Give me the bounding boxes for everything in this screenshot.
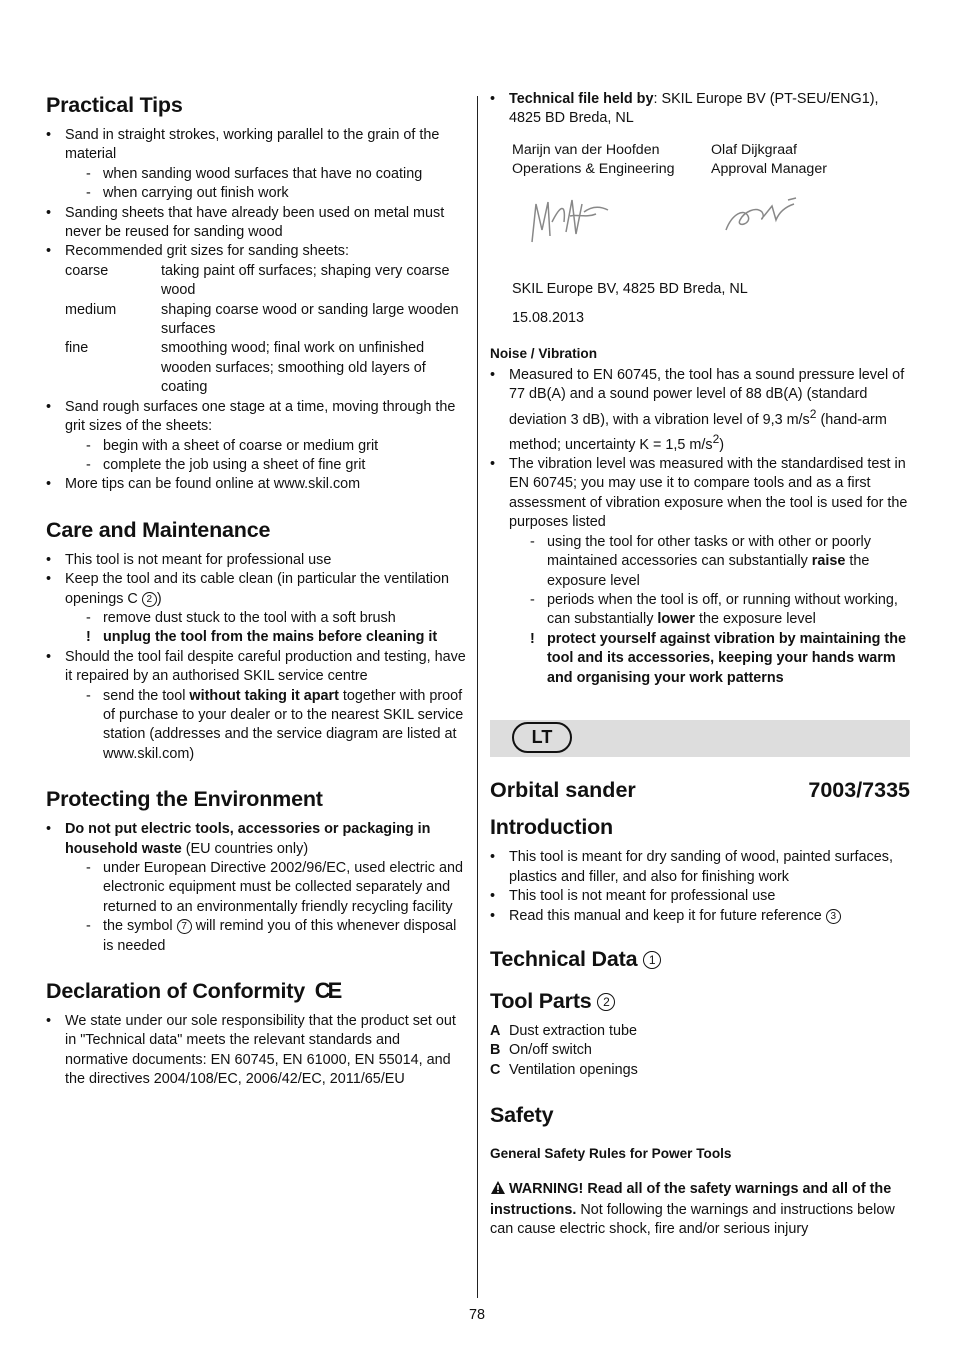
signer-title: Approval Manager	[711, 161, 827, 178]
intro-heading: Introduction	[490, 815, 613, 840]
language-badge: LT	[512, 722, 572, 753]
intro-list	[490, 848, 910, 926]
signatures	[526, 192, 910, 264]
figure-number-icon: 1	[643, 951, 661, 969]
signature-image-2	[718, 192, 910, 264]
list-item: • Should the tool fail despite careful production and testing, have it repaired by an authorised SKIL service centre - send the tool without taking it apart together with proof of purchase to your dealer or to the nearest SKIL service station (addresses and the service diagram are listed at www.skil.com)	[46, 648, 466, 764]
list-item: • More tips can be found online at www.skil.com	[46, 475, 466, 494]
noise-heading: Noise / Vibration	[490, 346, 598, 362]
safety-subheading: General Safety Rules for Power Tools	[490, 1146, 732, 1162]
care-list	[46, 551, 466, 764]
figure-number-icon: 7	[177, 919, 192, 934]
ce-mark-icon: CE	[314, 978, 340, 1004]
left-column	[46, 90, 466, 1090]
parts-list	[490, 1022, 910, 1080]
signature-icon	[526, 192, 616, 254]
product-title: Orbital sander 7003/7335	[490, 777, 910, 802]
list-item: • Technical file held by: SKIL Europe BV (PT-SEU/ENG1), 4825 BD Breda, NL	[490, 90, 910, 129]
sub-item: - under European Directive 2002/96/EC, used electric and electronic equipment must be collected separately and returned to an environmentally friendly recycling facility	[84, 859, 466, 917]
sub-item: - send the tool without taking it apart together with proof of purchase to your dealer or to the nearest SKIL service station (addresses and the service diagram are listed at www.skil.com)	[84, 687, 466, 765]
list-item: • Sanding sheets that have already been used on metal must never be reused for sanding wood	[46, 204, 466, 243]
list-item: • Read this manual and keep it for future reference 3	[490, 907, 910, 926]
list-item: • Do not put electric tools, accessories or packaging in household waste (EU countries only) - under European Directive 2002/96/EC, used electric and electronic equipment must be collected separately and returned to an environmentally friendly recycling facility - the symbol 7 will remind you of this whenever disposal is needed	[46, 820, 466, 956]
care-heading: Care and Maintenance	[46, 517, 271, 542]
sub-item: - when sanding wood surfaces that have no coating	[84, 165, 466, 184]
warning-triangle-icon	[490, 1180, 506, 1201]
list-item: • The vibration level was measured with the standardised test in EN 60745; you may use it to compare tools and as a first assessment of vibration exposure when the tool is used for the purposes listed - using the tool for other tasks or with other or poorly maintained accessories can substantially raise the exposure level - periods when the tool is off, or running without working, can substantially lower the exposure level ! protect yourself against vibration by maintaining the tool and its accessories, keeping your hands warm and organising your work patterns	[490, 455, 910, 688]
list-item: • Recommended grit sizes for sanding sheets:	[46, 242, 466, 261]
signatories	[512, 141, 910, 180]
sub-item: - periods when the tool is off, or running without working, can substantially lower the exposure level	[528, 591, 910, 630]
tips-list	[46, 126, 466, 262]
grit-grades	[65, 262, 466, 398]
list-item: • This tool is not meant for professional use	[490, 887, 910, 906]
list-item: A Dust extraction tube	[490, 1022, 637, 1039]
warning-item: ! unplug the tool from the mains before cleaning it	[84, 628, 466, 647]
signer-title: Operations & Engineering	[512, 161, 675, 178]
signature-icon	[718, 192, 808, 242]
parts-heading: Tool Parts 2	[490, 988, 910, 1014]
signature-image-1	[526, 192, 718, 264]
page-number: 78	[468, 1307, 485, 1323]
environment-list	[46, 820, 466, 956]
signer-name: Olaf Dijkgraaf	[711, 141, 797, 158]
noise-list	[490, 366, 910, 688]
language-bar	[490, 720, 910, 757]
grade-row: fine smoothing wood; final work on unfinished wooden surfaces; smoothing old layers of coating	[65, 340, 426, 396]
figure-number-icon: 2	[142, 592, 157, 607]
signer-name: Marijn van der Hoofden	[512, 141, 660, 158]
grade-row: coarse taking paint off surfaces; shaping very coarse wood	[65, 262, 450, 299]
right-column	[490, 90, 910, 1240]
declaration-date: 15.08.2013	[512, 310, 585, 327]
list-item: • Keep the tool and its cable clean (in particular the ventilation openings C 2 ) - remove dust stuck to the tool with a soft brush ! unplug the tool from the mains before cleaning it	[46, 570, 466, 648]
list-item: • This tool is not meant for professional use	[46, 551, 466, 570]
sub-item: - the symbol 7 will remind you of this whenever disposal is needed	[84, 917, 466, 956]
figure-number-icon: 3	[826, 909, 841, 924]
conformity-list	[46, 1012, 466, 1090]
safety-heading: Safety	[490, 1103, 554, 1128]
list-item: B On/off switch	[490, 1042, 592, 1059]
company-address: SKIL Europe BV, 4825 BD Breda, NL	[512, 280, 748, 297]
grade-row: medium shaping coarse wood or sanding large wooden surfaces	[65, 301, 459, 338]
tips-heading: Practical Tips	[46, 93, 183, 117]
environment-heading: Protecting the Environment	[46, 787, 323, 812]
list-item: • Sand rough surfaces one stage at a time, moving through the grit sizes of the sheets: - begin with a sheet of coarse or medium grit - complete the job using a sheet of fine grit	[46, 398, 466, 476]
sub-item: - using the tool for other tasks or with other or poorly maintained accessories can substantially raise the exposure level	[528, 533, 910, 591]
list-item: C Ventilation openings	[490, 1061, 638, 1078]
list-item: • Measured to EN 60745, the tool has a sound pressure level of 77 dB(A) and a sound power level of 88 dB(A) (standard deviation 3 dB), with a vibration level of 9,3 $m/s^2$ (hand-arm method; uncertainty K = 1,5 $m/s^2$)	[490, 366, 910, 455]
sub-item: - when carrying out finish work	[84, 184, 466, 203]
list-item: • This tool is meant for dry sanding of wood, painted surfaces, plastics and filler, and also for finishing work	[490, 848, 910, 887]
conformity-heading: Declaration of Conformity CE	[46, 978, 340, 1004]
warning-item: ! protect yourself against vibration by maintaining the tool and its accessories, keeping your hands warm and organising your work patterns	[528, 630, 910, 688]
list-item: • We state under our sole responsibility that the product set out in "Technical data" meets the relevant standards and normative documents: EN 60745, EN 61000, EN 55014, and the directives 2004/108/EC, 2006/42/EC, 2011/65/EU	[46, 1012, 466, 1090]
list-item: • Sand in straight strokes, working parallel to the grain of the material - when sanding wood surfaces that have no coating - when carrying out finish work	[46, 126, 466, 204]
sub-item: - remove dust stuck to the tool with a soft brush	[84, 609, 466, 628]
specs-heading: Technical Data 1	[490, 946, 910, 972]
figure-number-icon: 2	[597, 993, 615, 1011]
sub-item: - complete the job using a sheet of fine grit	[84, 456, 466, 475]
column-divider	[477, 96, 478, 1298]
sub-item: - begin with a sheet of coarse or medium grit	[84, 437, 466, 456]
safety-warning: WARNING! Read all of the safety warnings and all of the instructions. Not following the warnings and instructions below can cause electric shock, fire and/or serious injury	[490, 1180, 895, 1238]
